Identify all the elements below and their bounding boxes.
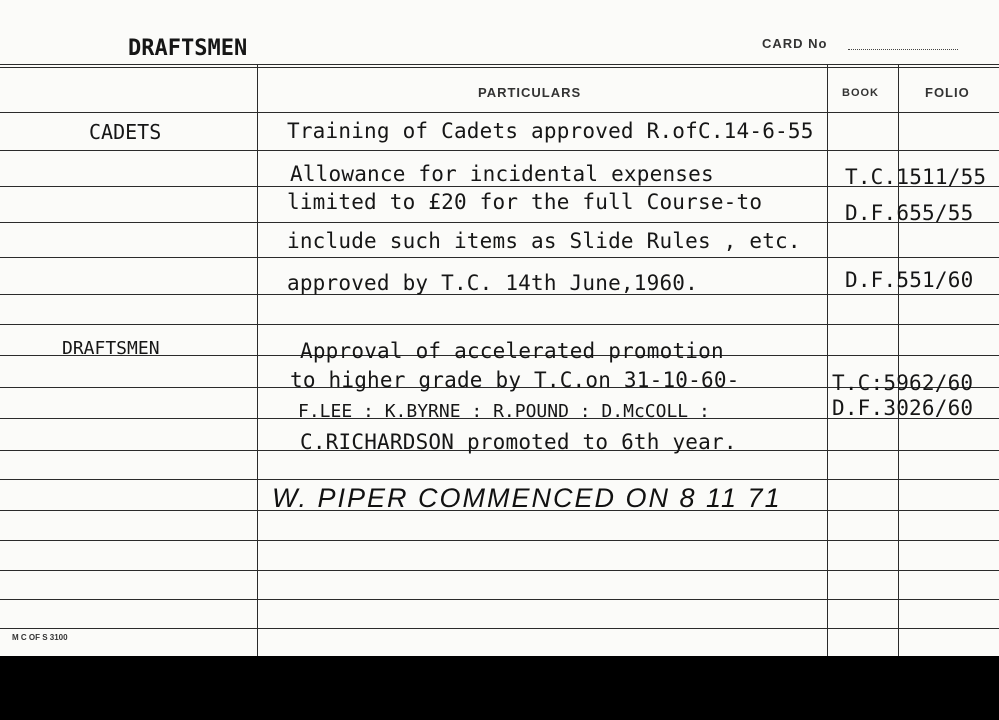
header-rule <box>0 112 999 113</box>
entry-text: approved by T.C. 14th June,1960. <box>287 271 698 295</box>
row-rule <box>0 570 999 571</box>
entry-text: limited to £20 for the full Course-to <box>287 190 763 214</box>
row-rule <box>0 479 999 480</box>
entry-subject: DRAFTSMEN <box>62 338 160 359</box>
entry-reference: T.C:5962/60 <box>832 371 974 395</box>
row-rule <box>0 540 999 541</box>
form-number: M C OF S 3100 <box>12 633 68 642</box>
column-rule-folio <box>898 64 899 656</box>
column-rule-book <box>827 64 828 656</box>
row-rule <box>0 150 999 151</box>
column-header-folio: FOLIO <box>925 85 970 100</box>
entry-reference: D.F.551/60 <box>845 268 974 292</box>
column-header-book: BOOK <box>842 87 879 99</box>
column-rule-particulars <box>257 64 258 656</box>
entry-reference: T.C.1511/55 <box>845 165 987 189</box>
handwritten-note: W. PIPER COMMENCED ON 8 11 71 <box>272 483 782 513</box>
entry-text: C.RICHARDSON promoted to 6th year. <box>300 430 737 454</box>
entry-text: Allowance for incidental expenses <box>290 162 714 186</box>
card-category-title: DRAFTSMEN <box>128 36 248 61</box>
entry-reference: D.F.655/55 <box>845 201 974 225</box>
entry-text: to higher grade by T.C.on 31-10-60- <box>290 368 740 392</box>
entry-text: F.LEE : K.BYRNE : R.POUND : D.McCOLL : <box>298 401 710 422</box>
card-no-label: CARD No <box>762 36 828 51</box>
column-header-particulars: PARTICULARS <box>478 85 582 100</box>
entry-text: include such items as Slide Rules , etc. <box>287 229 801 253</box>
entry-text: Approval of accelerated promotion <box>300 339 724 363</box>
top-rule-2 <box>0 67 999 68</box>
top-rule <box>0 64 999 65</box>
row-rule <box>0 599 999 600</box>
entry-subject: CADETS <box>89 120 162 144</box>
entry-text: Training of Cadets approved R.ofC.14-6-55 <box>287 119 814 143</box>
row-rule <box>0 324 999 325</box>
row-rule <box>0 257 999 258</box>
row-rule <box>0 628 999 629</box>
entry-reference: D.F.3026/60 <box>832 396 974 420</box>
card-no-field <box>848 49 958 50</box>
